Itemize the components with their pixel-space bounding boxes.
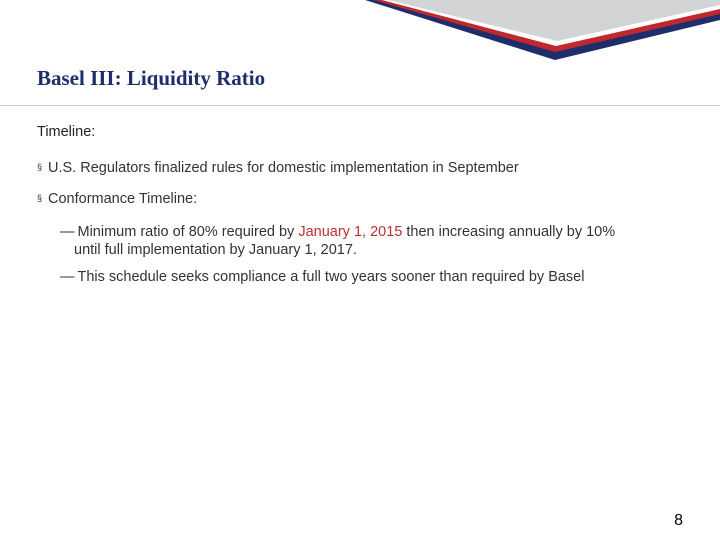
bullet-item (37, 160, 519, 176)
sub-bullet-text: This schedule seeks compliance a full two years sooner than required by Basel (77, 269, 585, 285)
sub-bullet-dash: — (60, 269, 75, 285)
sub-bullet-text-end: then increasing annually by 10% (402, 224, 616, 240)
slide-title: Basel III: Liquidity Ratio (37, 66, 266, 90)
sub-bullet-text-start: Minimum ratio of 80% required by (77, 224, 299, 240)
sub-bullet-continuation: until full implementation by January 1, 2017. (74, 242, 357, 258)
bullet-marker: § (37, 193, 43, 203)
highlighted-date: January 1, 2015 (298, 224, 403, 240)
corner-banner-graphic (0, 0, 720, 70)
bullet-item (37, 191, 197, 207)
sub-bullet-dash: — (60, 224, 75, 240)
bullet-marker: § (37, 162, 43, 172)
page-number: 8 (674, 512, 683, 529)
timeline-heading: Timeline: (37, 124, 96, 140)
sub-bullet-item (60, 223, 690, 259)
title-divider (0, 105, 720, 106)
bullet-text: U.S. Regulators finalized rules for domestic implementation in September (48, 160, 519, 176)
bullet-text: Conformance Timeline: (48, 191, 198, 207)
sub-bullet-item (60, 268, 690, 286)
